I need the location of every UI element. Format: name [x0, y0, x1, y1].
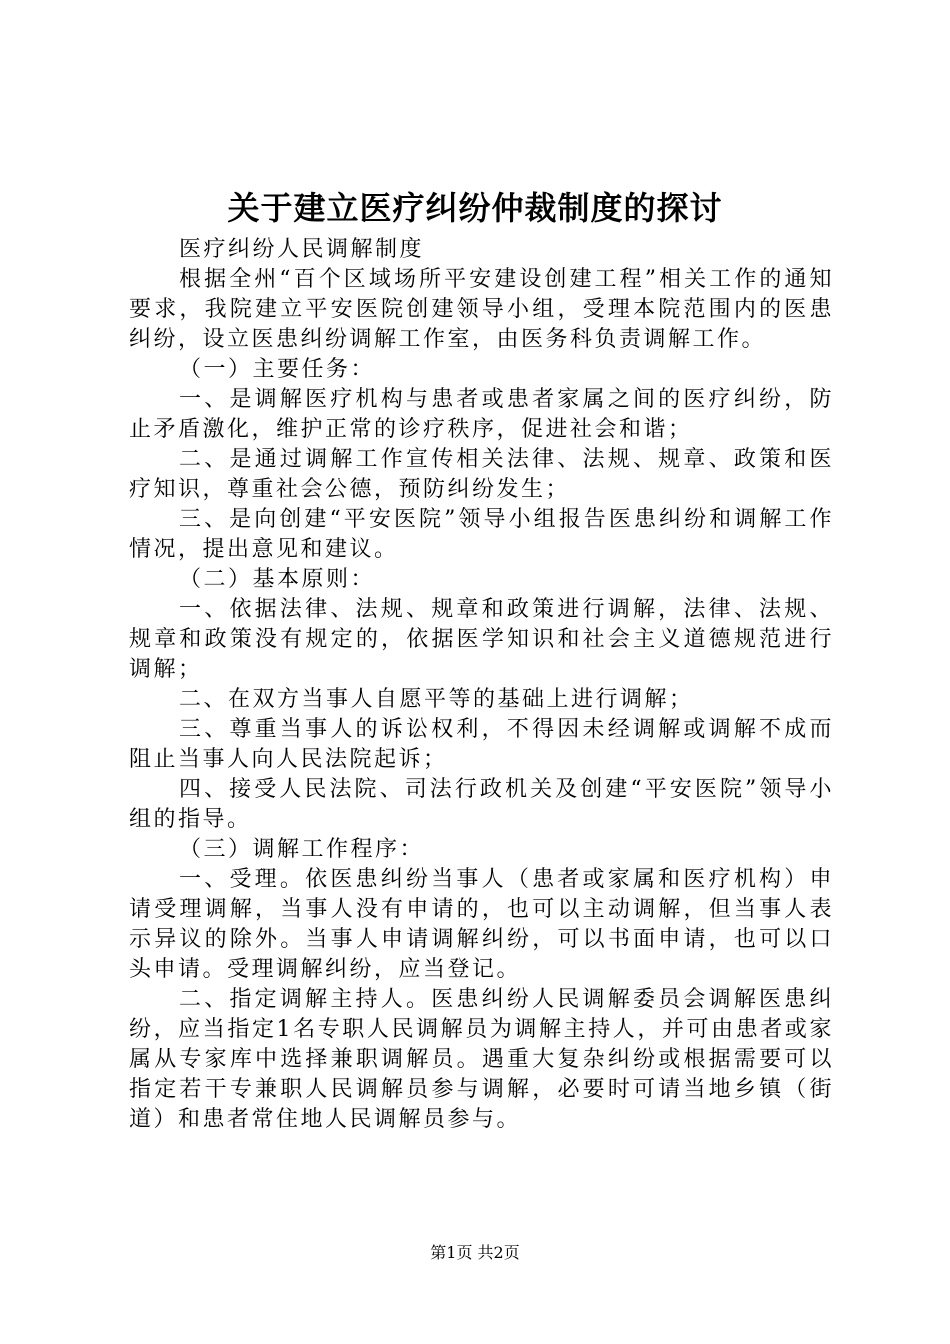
paragraph-task-2: 二、是通过调解工作宣传相关法律、法规、规章、政策和医疗知识，尊重社会公德，预防纠纷发生；: [129, 447, 834, 502]
paragraph-task-1: 一、是调解医疗机构与患者或患者家属之间的医疗纠纷，防止矛盾激化，维护正常的诊疗秩序，促进社会和谐；: [129, 387, 834, 442]
section-heading-procedure: （三）调解工作程序：: [179, 837, 425, 862]
section-heading-main-tasks: （一）主要任务：: [179, 357, 376, 382]
paragraph-intro: 根据全州“百个区域场所平安建设创建工程”相关工作的通知要求，我院建立平安医院创建领导小组，受理本院范围内的医患纠纷，设立医患纠纷调解工作室，由医务科负责调解工作。: [129, 267, 834, 352]
document-title: 关于建立医疗纠纷仲裁制度的探讨: [227, 189, 723, 227]
paragraph-principle-2: 二、在双方当事人自愿平等的基础上进行调解；: [179, 687, 694, 712]
paragraph-principle-3: 三、尊重当事人的诉讼权利，不得因未经调解或调解不成而阻止当事人向人民法院起诉；: [129, 717, 834, 772]
paragraph-procedure-2: 二、指定调解主持人。医患纠纷人民调解委员会调解医患纠纷，应当指定1名专职人民调解员为调解主持人，并可由患者或家属从专家库中选择兼职调解员。遇重大复杂纠纷或根据需要可以指定若干专兼职人民调解员参与调解，必要时可请当地乡镇（街道）和患者常住地人民调解员参与。: [129, 987, 834, 1132]
document-body: [129, 235, 834, 1135]
section-heading-principles: （二）基本原则：: [179, 567, 376, 592]
paragraph-principle-1: 一、依据法律、法规、规章和政策进行调解，法律、法规、规章和政策没有规定的，依据医学知识和社会主义道德规范进行调解；: [129, 597, 834, 682]
page-footer: 第1页 共2页: [430, 1243, 520, 1262]
paragraph-subtitle: 医疗纠纷人民调解制度: [179, 237, 425, 262]
paragraph-procedure-1: 一、受理。依医患纠纷当事人（患者或家属和医疗机构）申请受理调解，当事人没有申请的，也可以主动调解，但当事人表示异议的除外。当事人申请调解纠纷，可以书面申请，也可以口头申请。受理调解纠纷，应当登记。: [129, 867, 834, 982]
paragraph-principle-4: 四、接受人民法院、司法行政机关及创建“平安医院”领导小组的指导。: [129, 777, 834, 832]
paragraph-task-3: 三、是向创建“平安医院”领导小组报告医患纠纷和调解工作情况，提出意见和建议。: [129, 507, 834, 562]
